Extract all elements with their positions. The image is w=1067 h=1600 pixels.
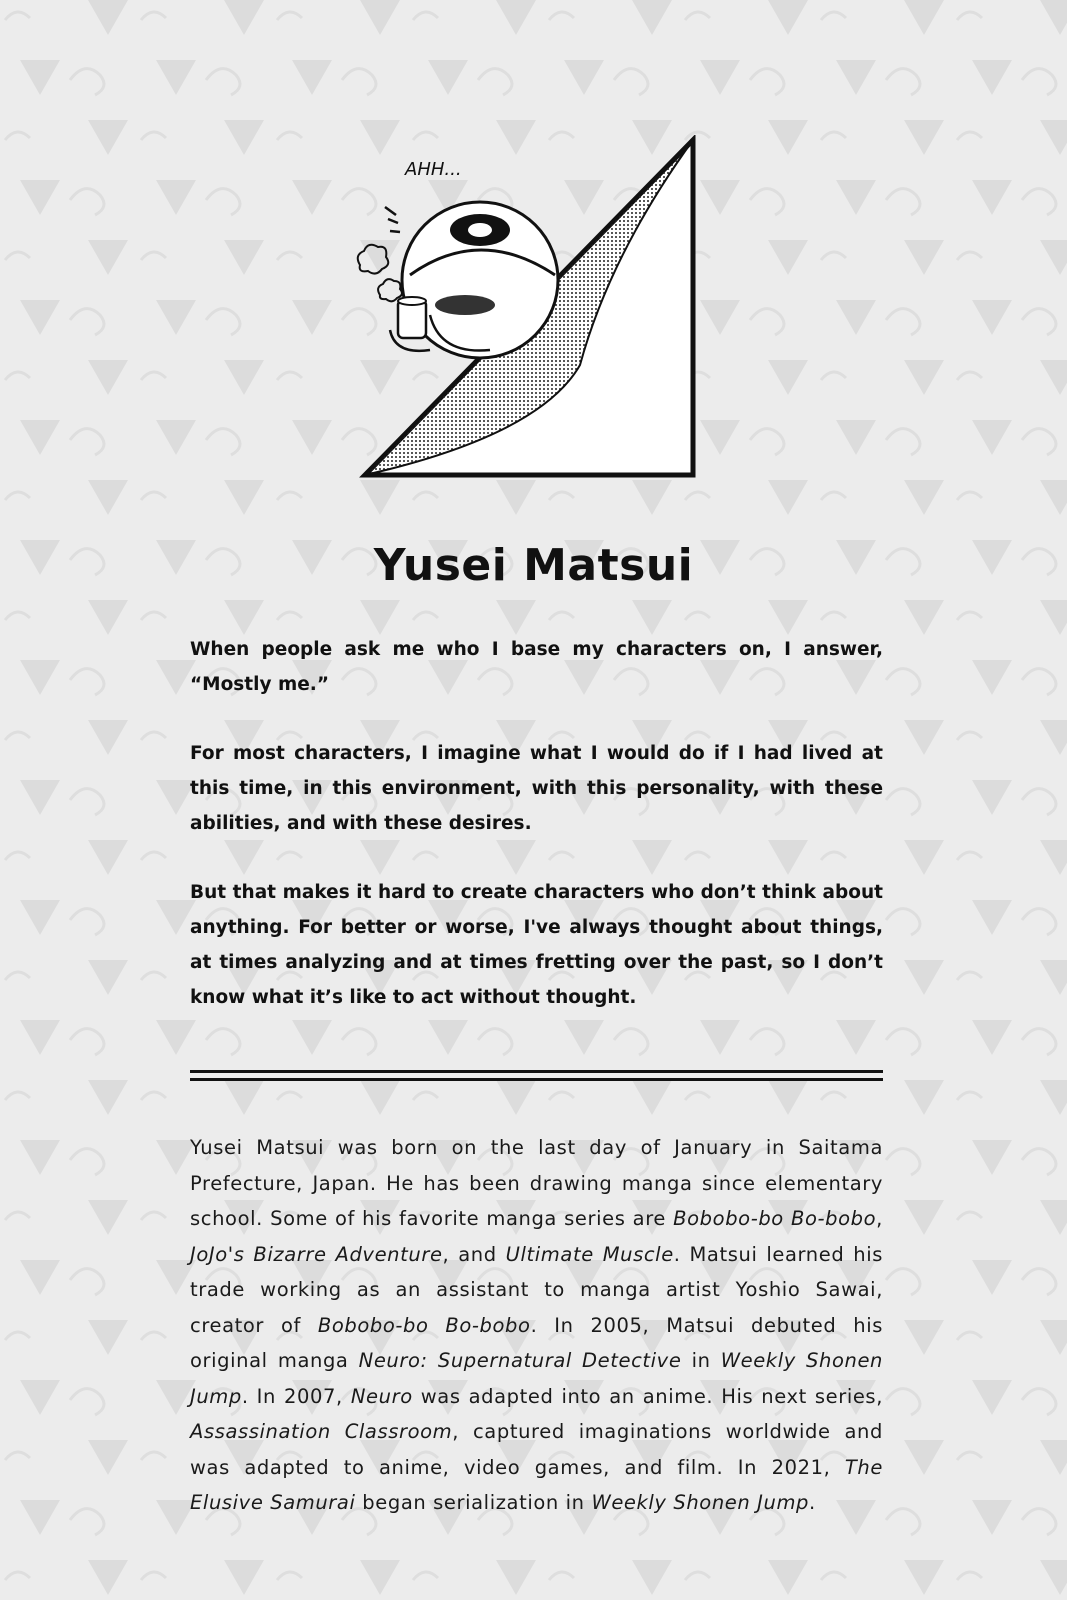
divider-line	[190, 1078, 883, 1081]
bio-text: .	[809, 1491, 816, 1514]
bio-title: Weekly Shonen Jump	[591, 1491, 810, 1514]
author-essay	[190, 632, 883, 1049]
author-name: Yusei Matsui	[373, 540, 694, 591]
bio-title: Ultimate Muscle	[505, 1242, 674, 1266]
section-divider	[190, 1070, 883, 1086]
bio-title: Weekly Shonen Jump	[190, 1349, 884, 1408]
bio-text: , captured imaginations worldwide and was adapted to anime, video games, and film. In 2021,	[190, 1420, 883, 1479]
bio-text: . Matsui learned his trade working as an assistant to manga artist Yoshio Sawai, creator of	[190, 1242, 883, 1337]
essay-paragraph: For most characters, I imagine what I would do if I had lived at this time, in this environment, with this personality, with these abilities, and with these desires.	[190, 743, 883, 834]
bio-text: . In 2005, Matsui debuted his original manga	[190, 1313, 883, 1372]
sfx-text: AHH...	[405, 159, 462, 180]
steam-icon	[358, 245, 402, 302]
bio-title: Bobobo-bo Bo-bobo	[317, 1313, 531, 1337]
bio-text: Yusei Matsui was born on the last day of January in Saitama Prefecture, Japan. He has been drawing manga since elementary school. Some of his favorite manga series are	[190, 1136, 883, 1230]
bio-text: , and	[442, 1242, 506, 1266]
bio-title: Assassination Classroom	[190, 1420, 453, 1443]
divider-line	[190, 1070, 883, 1073]
bio-text: . In 2007,	[241, 1384, 351, 1408]
bio-title: JoJo's Bizarre Adventure	[190, 1242, 443, 1266]
bio-text: was adapted into an anime. His next series,	[412, 1384, 883, 1408]
bio-text: ,	[876, 1207, 883, 1230]
bio-title: Neuro: Supernatural Detective	[358, 1349, 682, 1372]
bio-title: The Elusive Samurai	[190, 1455, 883, 1514]
bio-text: began serialization in	[355, 1491, 592, 1514]
author-illustration	[350, 135, 710, 490]
bio-text: in	[681, 1349, 721, 1372]
bio-title: Bobobo-bo Bo-bobo	[673, 1207, 877, 1230]
bio-title: Neuro	[350, 1384, 413, 1408]
author-bio	[190, 1130, 883, 1521]
essay-paragraph: But that makes it hard to create characters who don’t think about anything. For better or worse, I've always thought about things, at times analyzing and at times fretting over the past, so I don’t know what it’s like to act without thought.	[190, 882, 883, 1008]
motion-lines-icon	[385, 207, 400, 232]
character-icon	[390, 202, 558, 358]
essay-paragraph: When people ask me who I base my characters on, I answer, “Mostly me.”	[190, 639, 883, 695]
